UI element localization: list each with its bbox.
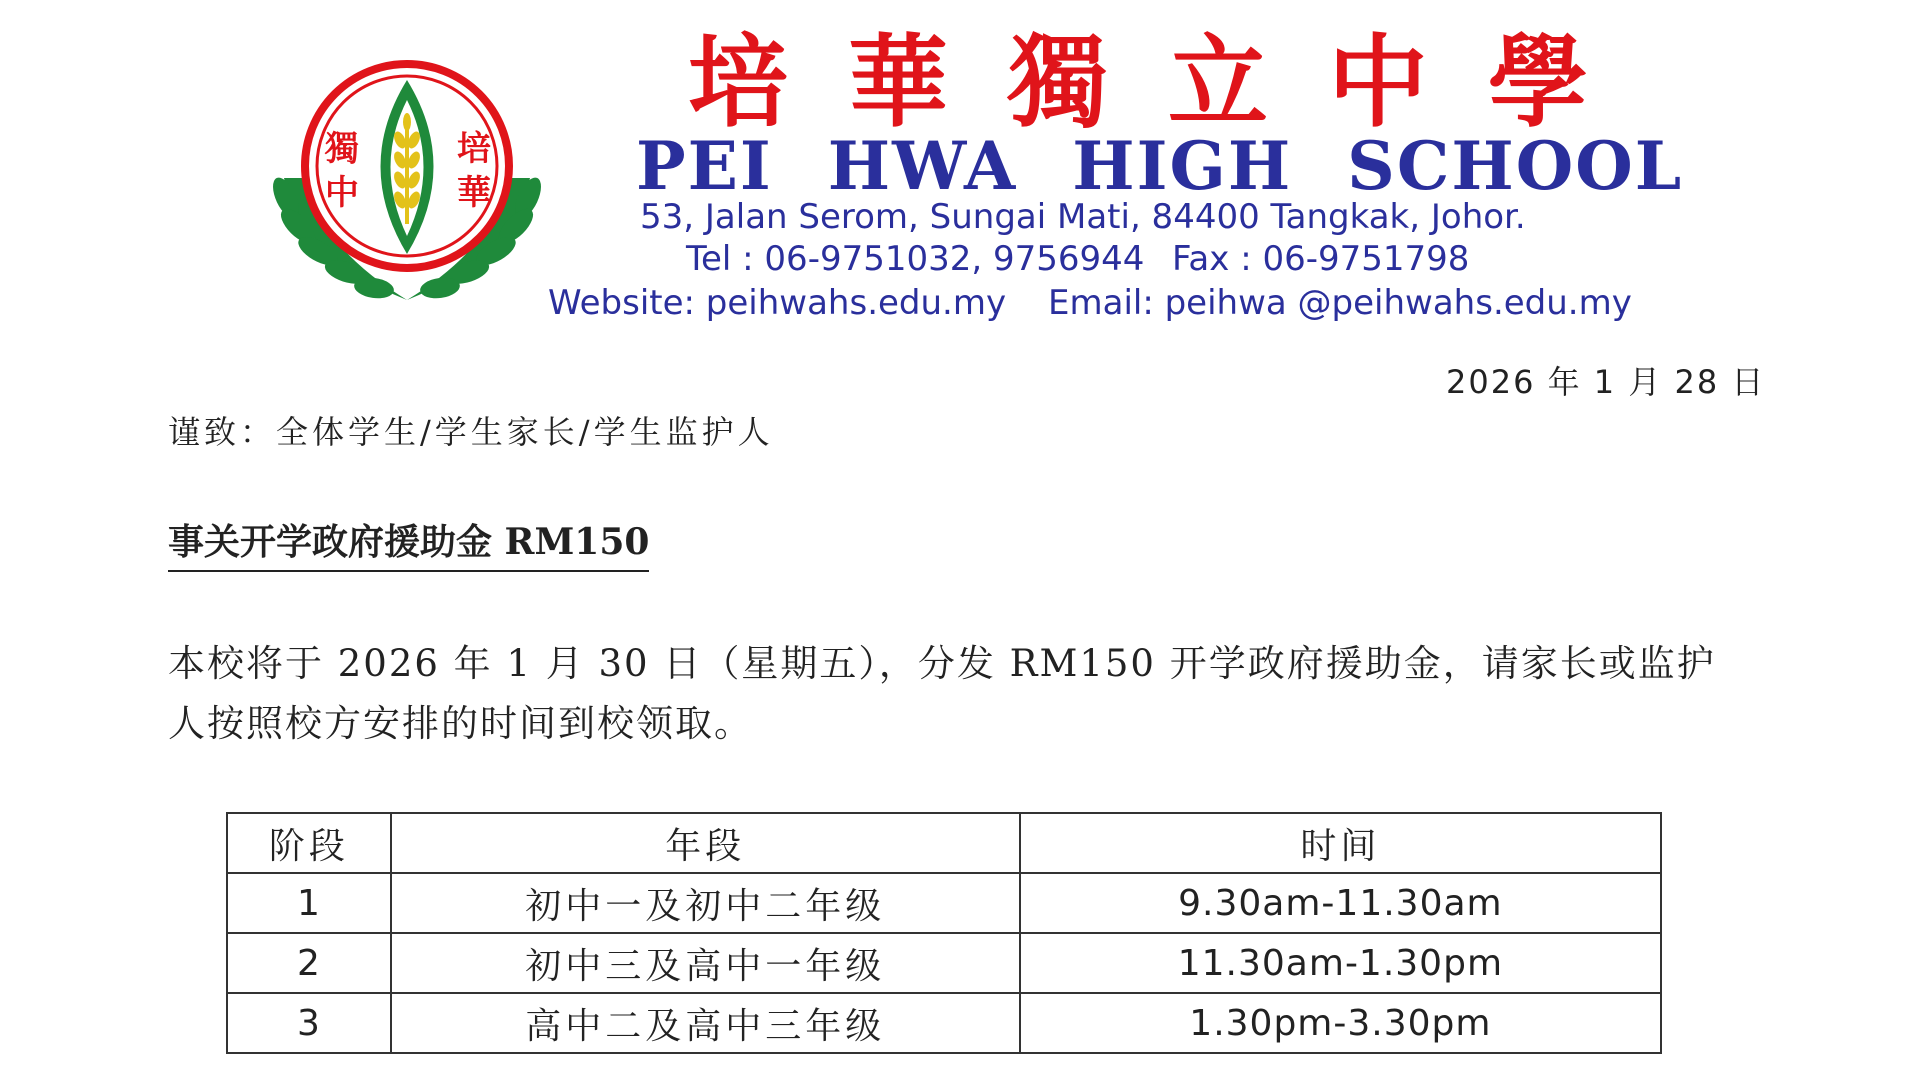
svg-text:獨: 獨: [325, 129, 359, 169]
column-header-grades: 年段: [391, 813, 1020, 873]
school-name-chinese: 培華獨立中學: [688, 23, 1648, 141]
school-logo: [262, 48, 552, 310]
letter-body: 本校将于 2026 年 1 月 30 日（星期五），分发 RM150 开学政府援助金，请家长或监护人按照校方安排的时间到校领取。: [168, 642, 1716, 745]
table-row: [227, 993, 1661, 1053]
letter-date: 2026 年 1 月 28 日: [1446, 363, 1766, 401]
column-header-time: 时间: [1020, 813, 1661, 873]
time-cell: 9.30am-11.30am: [1020, 873, 1661, 933]
school-fax: Fax : 06-9751798: [1172, 239, 1470, 279]
school-website: Website: peihwahs.edu.my: [548, 283, 1007, 323]
table-row: [227, 873, 1661, 933]
grades-cell: 初中三及高中一年级: [391, 933, 1020, 993]
time-cell: 1.30pm-3.30pm: [1020, 993, 1661, 1053]
grades-cell: 高中二及高中三年级: [391, 993, 1020, 1053]
table-header-row: [227, 813, 1661, 873]
svg-text:培: 培: [457, 129, 491, 169]
column-header-stage: 阶段: [227, 813, 391, 873]
stage-cell: 1: [227, 873, 391, 933]
table-row: [227, 933, 1661, 993]
svg-text:中: 中: [325, 173, 359, 213]
school-telephone: Tel : 06-9751032, 9756944: [686, 239, 1145, 279]
school-email: Email: peihwa @peihwahs.edu.my: [1048, 283, 1632, 323]
stage-cell: 3: [227, 993, 391, 1053]
time-cell: 11.30am-1.30pm: [1020, 933, 1661, 993]
collection-schedule-table: [226, 812, 1662, 1054]
svg-text:華: 華: [457, 173, 491, 213]
letter-recipient: 谨致：全体学生/学生家长/学生监护人: [168, 413, 774, 451]
school-name-english: PEI HWA HIGH SCHOOL: [636, 127, 1684, 205]
letter-subject: 事关开学政府援助金 RM150: [168, 516, 649, 572]
grades-cell: 初中一及初中二年级: [391, 873, 1020, 933]
school-address: 53, Jalan Serom, Sungai Mati, 84400 Tangkak, Johor.: [640, 197, 1526, 237]
stage-cell: 2: [227, 933, 391, 993]
